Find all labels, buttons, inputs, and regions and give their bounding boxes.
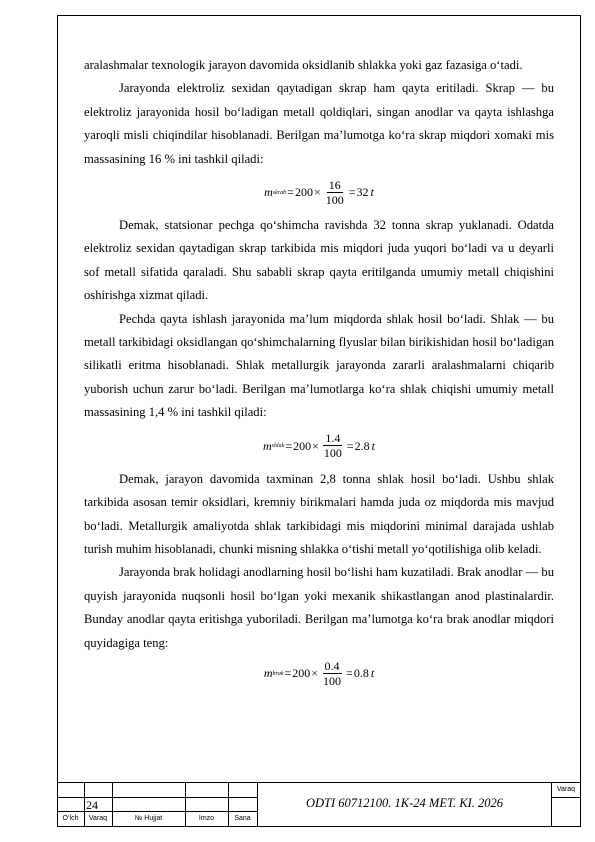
eq2-equals: = [346, 438, 354, 453]
eq1-fraction [324, 179, 346, 207]
paragraph-6: Jarayonda brak holidagi anodlarning hosil bo‘lishi ham kuzatiladi. Brak anodlar — bu quyish jarayonida nuqsonli hosil bo‘lgan yoki mexanik shikastlangan anod plastinalardir. Bunday anodlar qayta eritishga yuboriladi. Berilgan ma’lumotga ko‘ra brak anodlar miqdori quyidagiga teng: [84, 565, 554, 650]
paragraph-5: Demak, jarayon davomida taxminan 2,8 tonna shlak hosil bo‘ladi. Ushbu shlak tarkibida asosan temir oksidlari, kremniy birikmalari hamda juda oz miqdorda mis mavjud bo‘ladi. Metallurgik amaliyotda shlak tarkibidagi mis miqdorini minimal darajada ushlab turish muhim hisoblanadi, chunki misning shlakka o‘tishi metall yo‘qotilishiga olib keladi. [84, 471, 554, 556]
stamp-varaq-line [551, 797, 581, 798]
eq1-unit: t [370, 185, 374, 200]
eq1-equals-a: = [287, 185, 294, 200]
equation-skrap [84, 171, 554, 214]
eq2-denominator: 100 [323, 446, 342, 461]
col-olch-label: O‘lch [62, 815, 79, 822]
eq3-unit: t [370, 666, 375, 681]
eq3-subscript: brak [272, 670, 284, 677]
eq2-subscript: shlak [271, 443, 285, 450]
eq3-result: 0.8 [353, 666, 369, 681]
paragraph-1: aralashmalar texnologik jarayon davomida oksidlanib shlakka yoki gaz fazasiga o‘tadi. [84, 58, 523, 72]
eq3-symbol: m [263, 666, 273, 681]
varaq-label: Varaq [556, 786, 576, 793]
eq2-numerator: 1.4 [325, 431, 341, 446]
eq3-denominator: 100 [323, 673, 342, 688]
eq1-equals: = [348, 185, 356, 200]
col-hujjat-label: № Hujjat [134, 815, 163, 822]
eq2-symbol: m [262, 438, 272, 453]
eq3-equals: = [346, 666, 353, 681]
document-body [84, 54, 554, 693]
eq1-subscript: skrab [272, 189, 287, 196]
eq3-fraction [321, 660, 343, 688]
eq2-fraction [322, 432, 344, 460]
document-code: ODTI 60712100. 1K-24 MET. KI. 2026 [306, 796, 503, 810]
eq1-numerator: 16 [328, 177, 341, 192]
eq1-times: × [313, 185, 321, 200]
eq2-factor: 200 [293, 438, 312, 453]
eq2-equals-a: = [285, 438, 293, 453]
eq2-unit: t [371, 438, 376, 453]
paragraph-4: Pechda qayta ishlash jarayonida ma’lum miqdorda shlak hosil bo‘ladi. Shlak — bu metall tarkibidagi oksidlangan qo‘shimchalarning flyuslar bilan birikishidan hosil bo‘ladigan silikatli eritma hisoblanadi. Shlak metallurgik jarayonda zararli aralashmalarni chiqarib yuborish uchun zarur bo‘ladi. Berilgan ma’lumotlarga ko‘ra shlak chiqishi umumiy metall massasining 1,4 % ini tashkil qiladi: [84, 311, 554, 420]
stamp-top-line [57, 782, 581, 783]
page-number: 24 [86, 798, 98, 812]
paragraph-3: Demak, statsionar pechga qo‘shimcha ravishda 32 tonna skrap yuklanadi. Odatda elektroliz sexidan qaytadigan skrap tarkibida mis miqdori juda yuqori bo‘ladi va u deyarli sof metall sifatida qaraladi. Shu sababli skrap qayta eritilganda umumiy metall chiqishini oshirishga xizmat qiladi. [84, 218, 554, 303]
paragraph-2: Jarayonda elektroliz sexidan qaytadigan skrap ham qayta eritiladi. Skrap — bu elektroliz jarayonida hosil bo‘ladigan metall qoldiqlari, singan anodlar va qayta ishlashga yaroqli misli chiqindilar hisoblanadi. Berilgan ma’lumotga ko‘ra skrap miqdori xomaki mis massasining 16 % ini tashkil qiladi: [84, 81, 554, 166]
eq1-result: 32 [356, 185, 369, 200]
eq3-numerator: 0.4 [324, 658, 340, 673]
col-sana-label: Sana [234, 815, 251, 822]
equation-shlak [84, 425, 554, 468]
eq1-factor: 200 [294, 185, 313, 200]
eq1-symbol: m [264, 185, 273, 200]
eq2-result: 2.8 [354, 438, 370, 453]
equation-brak [84, 655, 554, 693]
eq3-equals-a: = [284, 666, 292, 681]
eq3-times: × [311, 666, 319, 681]
eq2-times: × [312, 438, 319, 453]
eq1-denominator: 100 [325, 192, 344, 207]
col-varaq-label: Varaq [88, 815, 108, 822]
eq3-factor: 200 [292, 666, 311, 681]
col-imzo-label: Imzo [198, 815, 215, 822]
